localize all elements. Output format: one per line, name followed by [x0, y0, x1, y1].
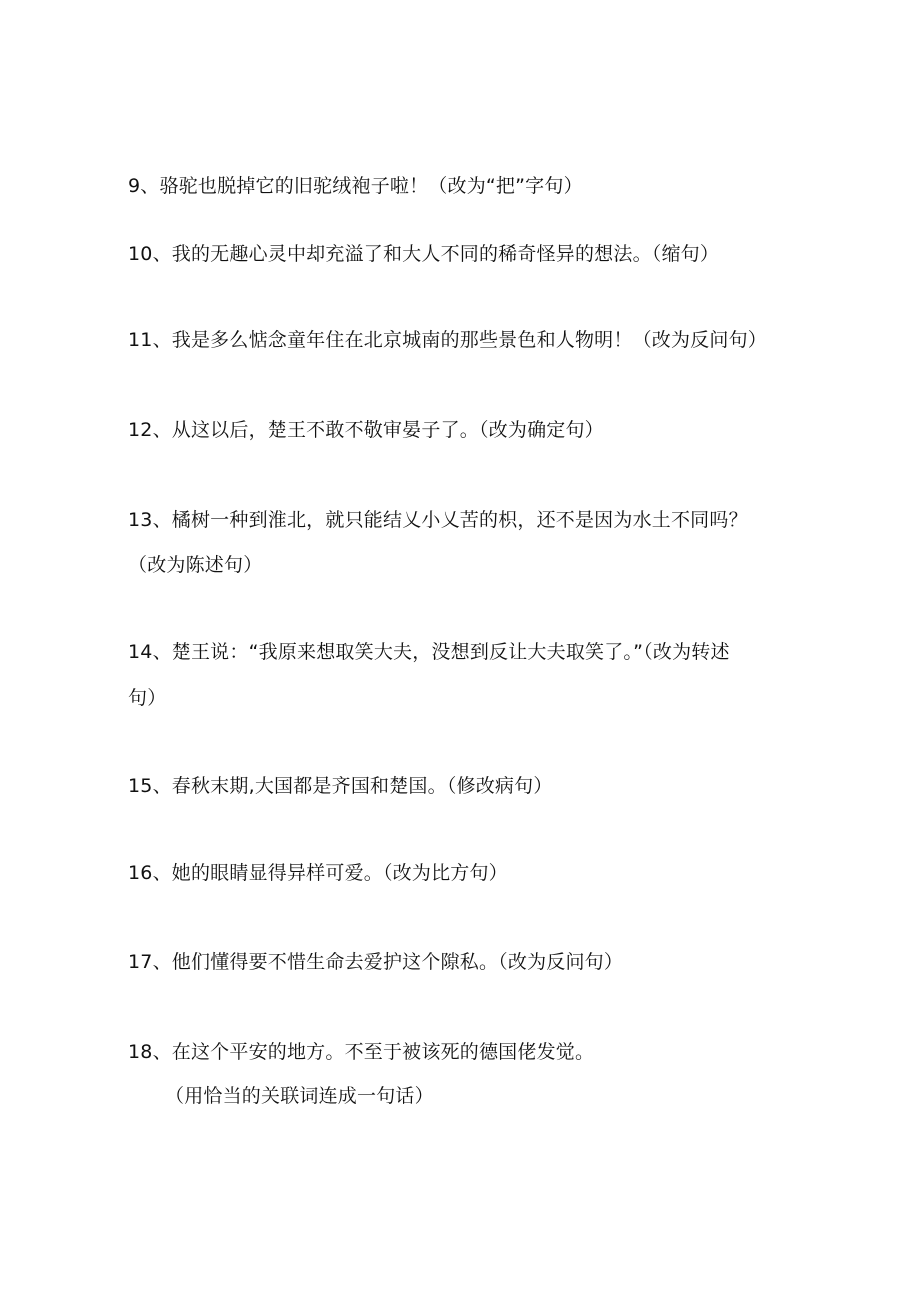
question-9: 9、骆驼也脱掉它的旧驼绒袍子啦！（改为“把”字句） [128, 175, 583, 197]
question-11: 11、我是多么惦念童年住在北京城南的那些景色和人物明！（改为反问句） [128, 329, 767, 351]
question-18: 18、在这个平安的地方。不至于被该死的德国佬发觉。 [128, 1041, 595, 1063]
question-13-continuation: （改为陈述句） [128, 554, 263, 576]
question-15: 15、春秋末期,大国都是齐国和楚国。（修改病句） [128, 775, 553, 797]
question-10: 10、我的无趣心灵中却充溢了和大人不同的稀奇怪异的想法。（缩句） [128, 243, 720, 265]
question-17: 17、他们懂得要不惜生命去爱护这个隙私。（改为反问句） [128, 951, 624, 973]
question-14-continuation: 句） [128, 687, 167, 709]
question-14: 14、楚王说：“我原来想取笑大夫，没想到反让大夫取笑了。”（改为转述 [128, 641, 730, 663]
question-18-continuation: （用恰当的关联词连成一句话） [165, 1085, 434, 1107]
question-13: 13、橘树一种到淮北，就只能结乂小乂苦的枳，还不是因为水土不同吗？ [128, 509, 748, 531]
question-16: 16、她的眼睛显得异样可爱。（改为比方句） [128, 862, 508, 884]
question-12: 12、从这以后，楚王不敢不敬审晏子了。（改为确定句） [128, 419, 604, 441]
